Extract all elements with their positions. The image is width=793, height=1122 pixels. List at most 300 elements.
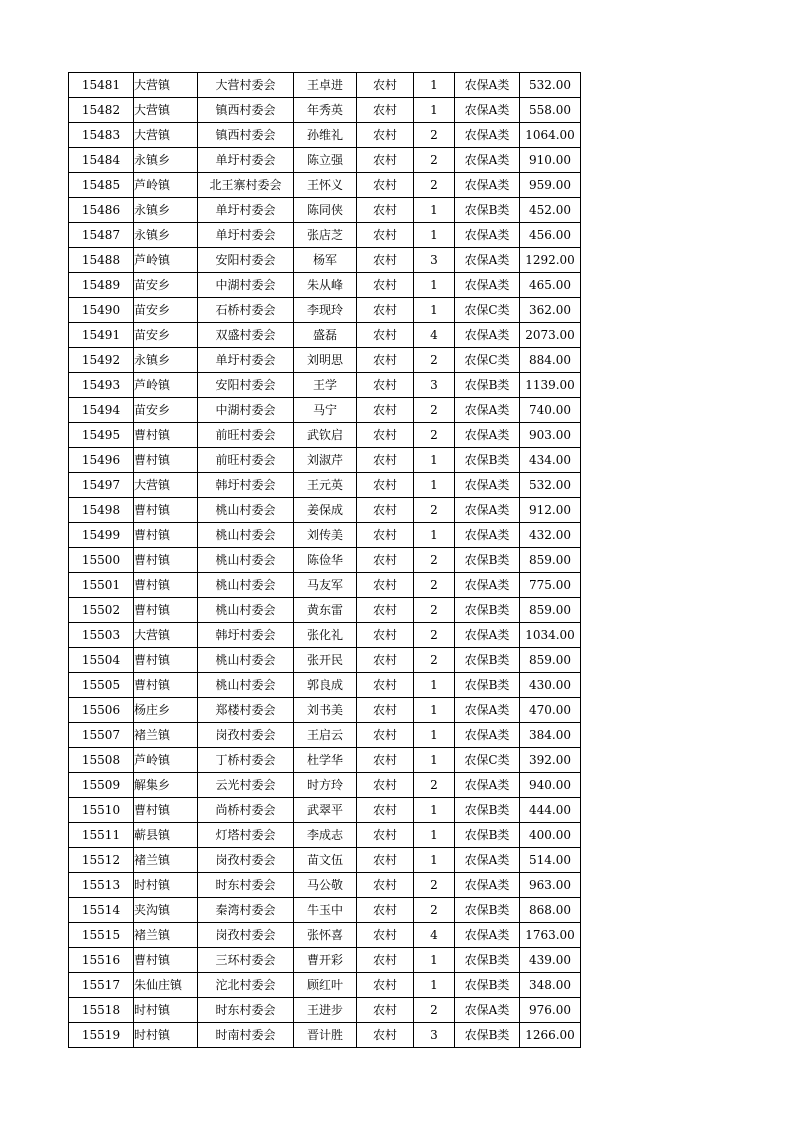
- member-count-cell: 1: [414, 98, 455, 123]
- member-count-cell: 1: [414, 823, 455, 848]
- member-count-cell: 2: [414, 173, 455, 198]
- town-cell: 夹沟镇: [134, 898, 198, 923]
- insurance-category-cell: 农保B类: [455, 373, 520, 398]
- amount-cell: 2073.00: [520, 323, 581, 348]
- household-type-cell: 农村: [357, 323, 414, 348]
- table-row: [69, 973, 581, 998]
- member-count-cell: 2: [414, 398, 455, 423]
- village-committee-cell: 秦湾村委会: [198, 898, 294, 923]
- amount-cell: 439.00: [520, 948, 581, 973]
- town-cell: 大营镇: [134, 73, 198, 98]
- insurance-category-cell: 农保B类: [455, 673, 520, 698]
- amount-cell: 903.00: [520, 423, 581, 448]
- member-count-cell: 1: [414, 973, 455, 998]
- insurance-category-cell: 农保A类: [455, 73, 520, 98]
- member-count-cell: 2: [414, 423, 455, 448]
- amount-cell: 558.00: [520, 98, 581, 123]
- insurance-category-cell: 农保B类: [455, 198, 520, 223]
- table-row: [69, 273, 581, 298]
- town-cell: 曹村镇: [134, 798, 198, 823]
- table-row: [69, 173, 581, 198]
- record-id-cell: 15519: [69, 1023, 134, 1048]
- person-name-cell: 王进步: [294, 998, 357, 1023]
- village-committee-cell: 郑楼村委会: [198, 698, 294, 723]
- person-name-cell: 张开民: [294, 648, 357, 673]
- record-id-cell: 15492: [69, 348, 134, 373]
- table-row: [69, 473, 581, 498]
- amount-cell: 859.00: [520, 648, 581, 673]
- member-count-cell: 3: [414, 1023, 455, 1048]
- amount-cell: 444.00: [520, 798, 581, 823]
- town-cell: 大营镇: [134, 623, 198, 648]
- amount-cell: 514.00: [520, 848, 581, 873]
- table-row: [69, 898, 581, 923]
- town-cell: 永镇乡: [134, 148, 198, 173]
- person-name-cell: 李现玲: [294, 298, 357, 323]
- town-cell: 解集乡: [134, 773, 198, 798]
- table-row: [69, 348, 581, 373]
- village-committee-cell: 桃山村委会: [198, 648, 294, 673]
- member-count-cell: 1: [414, 698, 455, 723]
- village-committee-cell: 韩圩村委会: [198, 623, 294, 648]
- town-cell: 杨庄乡: [134, 698, 198, 723]
- amount-cell: 532.00: [520, 73, 581, 98]
- person-name-cell: 马公敬: [294, 873, 357, 898]
- member-count-cell: 2: [414, 873, 455, 898]
- insurance-category-cell: 农保A类: [455, 723, 520, 748]
- table-row: [69, 73, 581, 98]
- amount-cell: 465.00: [520, 273, 581, 298]
- village-committee-cell: 时南村委会: [198, 1023, 294, 1048]
- household-type-cell: 农村: [357, 998, 414, 1023]
- member-count-cell: 2: [414, 898, 455, 923]
- record-id-cell: 15518: [69, 998, 134, 1023]
- insurance-category-cell: 农保B类: [455, 448, 520, 473]
- village-committee-cell: 岗孜村委会: [198, 723, 294, 748]
- amount-cell: 910.00: [520, 148, 581, 173]
- household-type-cell: 农村: [357, 873, 414, 898]
- member-count-cell: 2: [414, 548, 455, 573]
- insurance-category-cell: 农保A类: [455, 223, 520, 248]
- town-cell: 时村镇: [134, 873, 198, 898]
- village-committee-cell: 三环村委会: [198, 948, 294, 973]
- person-name-cell: 陈俭华: [294, 548, 357, 573]
- household-type-cell: 农村: [357, 98, 414, 123]
- member-count-cell: 2: [414, 648, 455, 673]
- town-cell: 永镇乡: [134, 348, 198, 373]
- amount-cell: 912.00: [520, 498, 581, 523]
- insurance-category-cell: 农保A类: [455, 148, 520, 173]
- village-committee-cell: 云光村委会: [198, 773, 294, 798]
- person-name-cell: 孙维礼: [294, 123, 357, 148]
- village-committee-cell: 桃山村委会: [198, 598, 294, 623]
- town-cell: 大营镇: [134, 473, 198, 498]
- town-cell: 曹村镇: [134, 673, 198, 698]
- table-row: [69, 598, 581, 623]
- amount-cell: 1763.00: [520, 923, 581, 948]
- person-name-cell: 张化礼: [294, 623, 357, 648]
- town-cell: 芦岭镇: [134, 248, 198, 273]
- record-id-cell: 15482: [69, 98, 134, 123]
- table-row: [69, 698, 581, 723]
- member-count-cell: 1: [414, 848, 455, 873]
- record-id-cell: 15503: [69, 623, 134, 648]
- record-id-cell: 15491: [69, 323, 134, 348]
- insurance-category-cell: 农保C类: [455, 748, 520, 773]
- town-cell: 芦岭镇: [134, 373, 198, 398]
- amount-cell: 348.00: [520, 973, 581, 998]
- member-count-cell: 1: [414, 948, 455, 973]
- person-name-cell: 苗文伍: [294, 848, 357, 873]
- member-count-cell: 2: [414, 773, 455, 798]
- village-committee-cell: 单圩村委会: [198, 348, 294, 373]
- person-name-cell: 年秀英: [294, 98, 357, 123]
- town-cell: 苗安乡: [134, 298, 198, 323]
- household-type-cell: 农村: [357, 648, 414, 673]
- amount-cell: 434.00: [520, 448, 581, 473]
- insurance-category-cell: 农保A类: [455, 998, 520, 1023]
- record-id-cell: 15496: [69, 448, 134, 473]
- record-id-cell: 15508: [69, 748, 134, 773]
- household-type-cell: 农村: [357, 673, 414, 698]
- table-row: [69, 148, 581, 173]
- table-row: [69, 498, 581, 523]
- record-id-cell: 15500: [69, 548, 134, 573]
- household-type-cell: 农村: [357, 973, 414, 998]
- village-committee-cell: 单圩村委会: [198, 148, 294, 173]
- household-type-cell: 农村: [357, 698, 414, 723]
- amount-cell: 775.00: [520, 573, 581, 598]
- table-row: [69, 448, 581, 473]
- member-count-cell: 1: [414, 223, 455, 248]
- member-count-cell: 4: [414, 923, 455, 948]
- table-row: [69, 748, 581, 773]
- insurance-category-cell: 农保A类: [455, 248, 520, 273]
- household-type-cell: 农村: [357, 773, 414, 798]
- member-count-cell: 2: [414, 123, 455, 148]
- village-committee-cell: 尚桥村委会: [198, 798, 294, 823]
- household-type-cell: 农村: [357, 948, 414, 973]
- person-name-cell: 王元英: [294, 473, 357, 498]
- insurance-category-cell: 农保A类: [455, 173, 520, 198]
- village-committee-cell: 大营村委会: [198, 73, 294, 98]
- amount-cell: 963.00: [520, 873, 581, 898]
- record-id-cell: 15506: [69, 698, 134, 723]
- record-id-cell: 15499: [69, 523, 134, 548]
- town-cell: 永镇乡: [134, 198, 198, 223]
- town-cell: 蕲县镇: [134, 823, 198, 848]
- table-row: [69, 123, 581, 148]
- insurance-category-cell: 农保B类: [455, 798, 520, 823]
- table-row: [69, 573, 581, 598]
- insurance-category-cell: 农保B类: [455, 823, 520, 848]
- person-name-cell: 朱从峰: [294, 273, 357, 298]
- table-row: [69, 248, 581, 273]
- amount-cell: 400.00: [520, 823, 581, 848]
- member-count-cell: 1: [414, 473, 455, 498]
- member-count-cell: 2: [414, 148, 455, 173]
- record-id-cell: 15517: [69, 973, 134, 998]
- table-row: [69, 848, 581, 873]
- record-id-cell: 15484: [69, 148, 134, 173]
- household-type-cell: 农村: [357, 348, 414, 373]
- member-count-cell: 2: [414, 598, 455, 623]
- amount-cell: 470.00: [520, 698, 581, 723]
- village-committee-cell: 前旺村委会: [198, 448, 294, 473]
- village-committee-cell: 时东村委会: [198, 998, 294, 1023]
- insurance-category-cell: 农保A类: [455, 698, 520, 723]
- village-committee-cell: 单圩村委会: [198, 223, 294, 248]
- household-type-cell: 农村: [357, 398, 414, 423]
- village-committee-cell: 双盛村委会: [198, 323, 294, 348]
- insurance-category-cell: 农保A类: [455, 123, 520, 148]
- town-cell: 褚兰镇: [134, 923, 198, 948]
- person-name-cell: 盛磊: [294, 323, 357, 348]
- person-name-cell: 王怀义: [294, 173, 357, 198]
- record-id-cell: 15516: [69, 948, 134, 973]
- amount-cell: 976.00: [520, 998, 581, 1023]
- village-committee-cell: 桃山村委会: [198, 673, 294, 698]
- record-id-cell: 15502: [69, 598, 134, 623]
- member-count-cell: 2: [414, 623, 455, 648]
- table-row: [69, 298, 581, 323]
- person-name-cell: 张怀喜: [294, 923, 357, 948]
- household-type-cell: 农村: [357, 423, 414, 448]
- member-count-cell: 3: [414, 248, 455, 273]
- insurance-category-cell: 农保A类: [455, 873, 520, 898]
- record-id-cell: 15509: [69, 773, 134, 798]
- person-name-cell: 刘明思: [294, 348, 357, 373]
- village-committee-cell: 桃山村委会: [198, 573, 294, 598]
- person-name-cell: 王启云: [294, 723, 357, 748]
- insurance-category-cell: 农保A类: [455, 273, 520, 298]
- village-committee-cell: 桃山村委会: [198, 498, 294, 523]
- table-row: [69, 398, 581, 423]
- household-type-cell: 农村: [357, 523, 414, 548]
- record-id-cell: 15490: [69, 298, 134, 323]
- member-count-cell: 3: [414, 373, 455, 398]
- table-row: [69, 948, 581, 973]
- table-row: [69, 323, 581, 348]
- person-name-cell: 郭良成: [294, 673, 357, 698]
- village-committee-cell: 北王寨村委会: [198, 173, 294, 198]
- record-id-cell: 15493: [69, 373, 134, 398]
- household-type-cell: 农村: [357, 1023, 414, 1048]
- person-name-cell: 张店芝: [294, 223, 357, 248]
- table-row: [69, 773, 581, 798]
- person-name-cell: 武翠平: [294, 798, 357, 823]
- town-cell: 大营镇: [134, 123, 198, 148]
- town-cell: 曹村镇: [134, 523, 198, 548]
- amount-cell: 384.00: [520, 723, 581, 748]
- town-cell: 褚兰镇: [134, 723, 198, 748]
- person-name-cell: 李成志: [294, 823, 357, 848]
- insurance-category-cell: 农保C类: [455, 298, 520, 323]
- member-count-cell: 1: [414, 798, 455, 823]
- household-type-cell: 农村: [357, 623, 414, 648]
- person-name-cell: 陈立强: [294, 148, 357, 173]
- village-committee-cell: 岗孜村委会: [198, 923, 294, 948]
- person-name-cell: 杨军: [294, 248, 357, 273]
- record-id-cell: 15505: [69, 673, 134, 698]
- town-cell: 褚兰镇: [134, 848, 198, 873]
- town-cell: 曹村镇: [134, 548, 198, 573]
- amount-cell: 1292.00: [520, 248, 581, 273]
- table-row: [69, 873, 581, 898]
- village-committee-cell: 韩圩村委会: [198, 473, 294, 498]
- member-count-cell: 1: [414, 198, 455, 223]
- person-name-cell: 刘传美: [294, 523, 357, 548]
- village-committee-cell: 前旺村委会: [198, 423, 294, 448]
- household-type-cell: 农村: [357, 173, 414, 198]
- table-row: [69, 623, 581, 648]
- person-name-cell: 陈同侠: [294, 198, 357, 223]
- town-cell: 曹村镇: [134, 448, 198, 473]
- member-count-cell: 1: [414, 448, 455, 473]
- record-id-cell: 15489: [69, 273, 134, 298]
- table-row: [69, 523, 581, 548]
- record-id-cell: 15507: [69, 723, 134, 748]
- table-row: [69, 798, 581, 823]
- village-committee-cell: 单圩村委会: [198, 198, 294, 223]
- insurance-category-cell: 农保A类: [455, 773, 520, 798]
- insurance-category-cell: 农保B类: [455, 898, 520, 923]
- household-type-cell: 农村: [357, 298, 414, 323]
- record-id-cell: 15485: [69, 173, 134, 198]
- amount-cell: 532.00: [520, 473, 581, 498]
- insurance-category-cell: 农保A类: [455, 398, 520, 423]
- village-committee-cell: 沱北村委会: [198, 973, 294, 998]
- member-count-cell: 4: [414, 323, 455, 348]
- village-committee-cell: 镇西村委会: [198, 123, 294, 148]
- table-row: [69, 198, 581, 223]
- amount-cell: 740.00: [520, 398, 581, 423]
- town-cell: 苗安乡: [134, 273, 198, 298]
- table-row: [69, 548, 581, 573]
- household-type-cell: 农村: [357, 723, 414, 748]
- person-name-cell: 刘淑芹: [294, 448, 357, 473]
- village-committee-cell: 镇西村委会: [198, 98, 294, 123]
- record-id-cell: 15498: [69, 498, 134, 523]
- village-committee-cell: 石桥村委会: [198, 298, 294, 323]
- record-id-cell: 15487: [69, 223, 134, 248]
- insurance-category-cell: 农保A类: [455, 623, 520, 648]
- amount-cell: 452.00: [520, 198, 581, 223]
- record-id-cell: 15513: [69, 873, 134, 898]
- village-committee-cell: 岗孜村委会: [198, 848, 294, 873]
- household-type-cell: 农村: [357, 223, 414, 248]
- record-id-cell: 15494: [69, 398, 134, 423]
- insurance-category-cell: 农保C类: [455, 348, 520, 373]
- person-name-cell: 杜学华: [294, 748, 357, 773]
- town-cell: 曹村镇: [134, 573, 198, 598]
- insurance-category-cell: 农保A类: [455, 848, 520, 873]
- member-count-cell: 1: [414, 673, 455, 698]
- person-name-cell: 曹开彩: [294, 948, 357, 973]
- insurance-category-cell: 农保A类: [455, 423, 520, 448]
- member-count-cell: 1: [414, 523, 455, 548]
- household-type-cell: 农村: [357, 373, 414, 398]
- record-id-cell: 15512: [69, 848, 134, 873]
- member-count-cell: 1: [414, 73, 455, 98]
- member-count-cell: 2: [414, 573, 455, 598]
- amount-cell: 1266.00: [520, 1023, 581, 1048]
- amount-cell: 362.00: [520, 298, 581, 323]
- person-name-cell: 刘书美: [294, 698, 357, 723]
- roster-body: [69, 73, 581, 1048]
- town-cell: 曹村镇: [134, 498, 198, 523]
- table-row: [69, 373, 581, 398]
- member-count-cell: 2: [414, 498, 455, 523]
- village-committee-cell: 丁桥村委会: [198, 748, 294, 773]
- town-cell: 苗安乡: [134, 323, 198, 348]
- record-id-cell: 15504: [69, 648, 134, 673]
- member-count-cell: 2: [414, 348, 455, 373]
- household-type-cell: 农村: [357, 823, 414, 848]
- person-name-cell: 黄东雷: [294, 598, 357, 623]
- member-count-cell: 1: [414, 723, 455, 748]
- household-type-cell: 农村: [357, 198, 414, 223]
- household-type-cell: 农村: [357, 148, 414, 173]
- amount-cell: 456.00: [520, 223, 581, 248]
- insurance-category-cell: 农保B类: [455, 948, 520, 973]
- household-type-cell: 农村: [357, 548, 414, 573]
- record-id-cell: 15488: [69, 248, 134, 273]
- person-name-cell: 王卓进: [294, 73, 357, 98]
- insurance-category-cell: 农保B类: [455, 598, 520, 623]
- household-type-cell: 农村: [357, 273, 414, 298]
- table-row: [69, 223, 581, 248]
- town-cell: 芦岭镇: [134, 748, 198, 773]
- insurance-category-cell: 农保A类: [455, 923, 520, 948]
- person-name-cell: 马宁: [294, 398, 357, 423]
- town-cell: 曹村镇: [134, 948, 198, 973]
- insurance-category-cell: 农保B类: [455, 973, 520, 998]
- table-row: [69, 723, 581, 748]
- town-cell: 曹村镇: [134, 598, 198, 623]
- amount-cell: 430.00: [520, 673, 581, 698]
- town-cell: 曹村镇: [134, 648, 198, 673]
- town-cell: 朱仙庄镇: [134, 973, 198, 998]
- village-committee-cell: 安阳村委会: [198, 373, 294, 398]
- town-cell: 曹村镇: [134, 423, 198, 448]
- household-type-cell: 农村: [357, 473, 414, 498]
- person-name-cell: 晋计胜: [294, 1023, 357, 1048]
- table-row: [69, 823, 581, 848]
- household-type-cell: 农村: [357, 573, 414, 598]
- amount-cell: 884.00: [520, 348, 581, 373]
- table-row: [69, 1023, 581, 1048]
- member-count-cell: 1: [414, 298, 455, 323]
- household-type-cell: 农村: [357, 73, 414, 98]
- town-cell: 时村镇: [134, 1023, 198, 1048]
- insurance-category-cell: 农保B类: [455, 548, 520, 573]
- roster-table: [68, 72, 581, 1048]
- village-committee-cell: 灯塔村委会: [198, 823, 294, 848]
- person-name-cell: 牛玉中: [294, 898, 357, 923]
- amount-cell: 1064.00: [520, 123, 581, 148]
- record-id-cell: 15515: [69, 923, 134, 948]
- person-name-cell: 马友军: [294, 573, 357, 598]
- village-committee-cell: 桃山村委会: [198, 523, 294, 548]
- household-type-cell: 农村: [357, 598, 414, 623]
- record-id-cell: 15481: [69, 73, 134, 98]
- amount-cell: 859.00: [520, 598, 581, 623]
- town-cell: 芦岭镇: [134, 173, 198, 198]
- insurance-category-cell: 农保A类: [455, 573, 520, 598]
- household-type-cell: 农村: [357, 748, 414, 773]
- insurance-category-cell: 农保A类: [455, 498, 520, 523]
